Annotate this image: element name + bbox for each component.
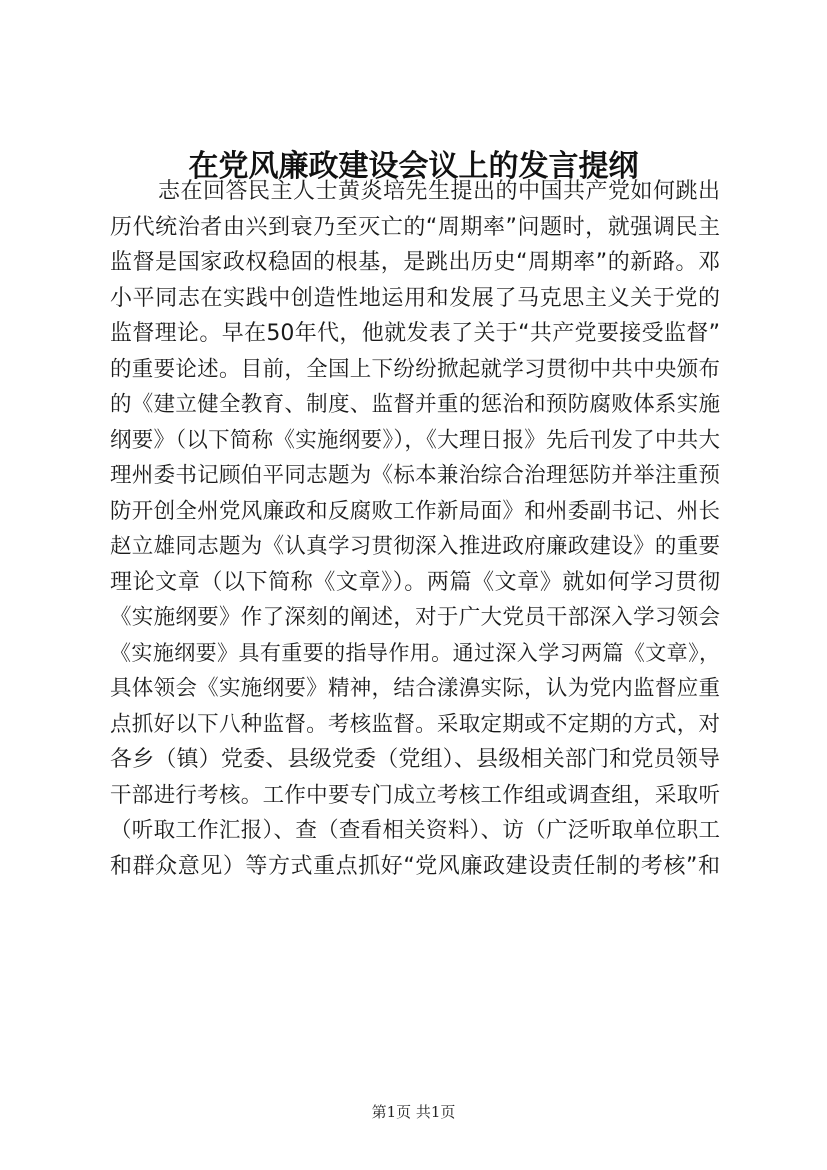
body-line: 志在回答民主人士黄炎培先生提出的中国共产党如何跳出 <box>158 179 720 204</box>
body-line: 干部进行考核。工作中要专门成立考核工作组或调查组，采取听 <box>110 782 720 808</box>
body-line: 各乡（镇）党委、县级党委（党组）、县级相关部门和党员领导 <box>110 747 720 772</box>
body-line: 点抓好以下八种监督。考核监督。采取定期或不定期的方式，对 <box>110 711 720 737</box>
body-line: 《实施纲要》具有重要的指导作用。通过深入学习两篇《文章》， <box>110 640 720 665</box>
body-line: 赵立雄同志题为《认真学习贯彻深入推进政府廉政建设》的重要 <box>110 534 720 559</box>
body-line: 纲要》（以下简称《实施纲要》），《大理日报》先后刊发了中共大 <box>110 427 720 453</box>
body-line: 《实施纲要》作了深刻的阐述，对于广大党员干部深入学习领会 <box>110 605 720 630</box>
body-line: 监督理论。早在50年代，他就发表了关于“共产党要接受监督” <box>110 321 720 346</box>
body-line: 的重要论述。目前，全国上下纷纷掀起就学习贯彻中共中央颁布 <box>110 356 720 382</box>
body-line: 小平同志在实践中创造性地运用和发展了马克思主义关于党的 <box>110 285 720 311</box>
document-title: 在党风廉政建设会议上的发言提纲 <box>188 149 639 184</box>
body-line: 和群众意见）等方式重点抓好“党风廉政建设责任制的考核”和 <box>110 853 721 879</box>
body-line: 防开创全州党风廉政和反腐败工作新局面》和州委副书记、州长 <box>110 498 720 524</box>
body-line: 理州委书记顾伯平同志题为《标本兼治综合治理惩防并举注重预 <box>110 463 720 488</box>
document-body <box>110 174 720 884</box>
body-line: 历代统治者由兴到衰乃至灭亡的“周期率”问题时，就强调民主 <box>110 214 721 240</box>
body-line: 具体领会《实施纲要》精神，结合漾濞实际，认为党内监督应重 <box>110 676 720 701</box>
page-number-footer: 第1页 共1页 <box>371 1103 456 1121</box>
body-line: 的《建立健全教育、制度、监督并重的惩治和预防腐败体系实施 <box>110 392 720 417</box>
body-line: （听取工作汇报）、查（查看相关资料）、访（广泛听取单位职工 <box>110 818 720 843</box>
body-line: 理论文章（以下简称《文章》）。两篇《文章》就如何学习贯彻 <box>110 569 720 595</box>
body-line: 监督是国家政权稳固的根基，是跳出历史“周期率”的新路。邓 <box>110 250 721 275</box>
